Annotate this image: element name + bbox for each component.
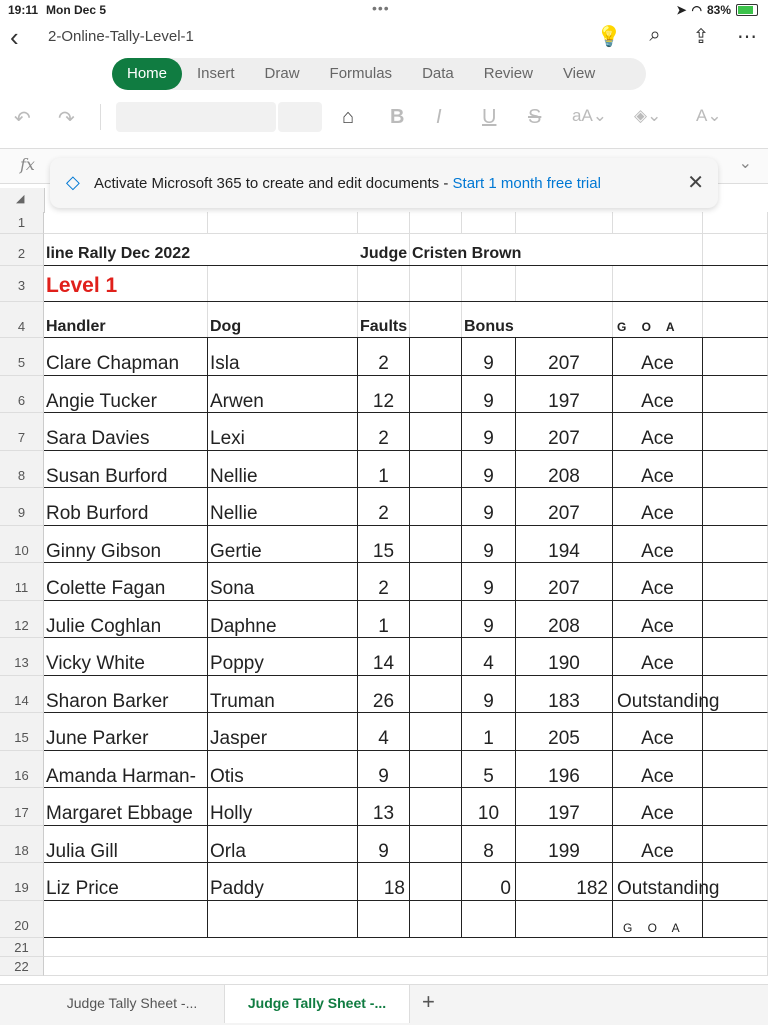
cell-bonus[interactable]: 9 bbox=[462, 563, 516, 601]
cell-handler[interactable]: Liz Price bbox=[44, 863, 208, 901]
cell-goa[interactable]: Ace bbox=[613, 713, 703, 751]
search-icon[interactable]: ⌕ bbox=[649, 24, 661, 46]
row-header[interactable]: 15 bbox=[0, 713, 44, 751]
judge-label-cell[interactable]: Judge bbox=[358, 234, 410, 266]
cell[interactable] bbox=[410, 788, 462, 826]
cell-goa[interactable]: Ace bbox=[613, 788, 703, 826]
cell-bonus[interactable]: 9 bbox=[462, 413, 516, 451]
column-header-handler[interactable]: Handler bbox=[44, 302, 208, 338]
status-bar bbox=[0, 0, 768, 20]
activation-banner bbox=[50, 158, 718, 208]
strikethrough-icon[interactable]: S bbox=[528, 106, 542, 128]
cell[interactable] bbox=[410, 751, 462, 789]
cell[interactable] bbox=[613, 212, 703, 234]
row-header[interactable]: 5 bbox=[0, 338, 44, 376]
cell-goa[interactable]: Ace bbox=[613, 751, 703, 789]
cell[interactable] bbox=[410, 826, 462, 864]
row-header[interactable]: 11 bbox=[0, 563, 44, 601]
cell-bonus[interactable]: 8 bbox=[462, 826, 516, 864]
cell[interactable] bbox=[358, 901, 410, 939]
cell[interactable] bbox=[703, 413, 768, 451]
cell-handler[interactable]: Amanda Harman- bbox=[44, 751, 208, 789]
row-header[interactable]: 4 bbox=[0, 302, 44, 338]
cell[interactable] bbox=[358, 266, 410, 302]
cell[interactable] bbox=[410, 302, 462, 338]
row-header[interactable]: 20 bbox=[0, 901, 44, 939]
cell-goa[interactable]: Ace bbox=[613, 488, 703, 526]
tab-insert[interactable]: Insert bbox=[197, 65, 235, 82]
cell-dog[interactable]: Poppy bbox=[208, 638, 358, 676]
cell-bonus[interactable]: 4 bbox=[462, 638, 516, 676]
cell-faults[interactable]: 9 bbox=[358, 751, 410, 789]
cell-bonus[interactable]: 1 bbox=[462, 713, 516, 751]
cell[interactable] bbox=[703, 526, 768, 564]
sheet-title-cell[interactable]: line Rally Dec 2022 bbox=[44, 234, 358, 266]
row-header[interactable]: 7 bbox=[0, 413, 44, 451]
cell[interactable] bbox=[703, 863, 768, 901]
toolbar-divider bbox=[100, 104, 101, 130]
cell[interactable] bbox=[703, 601, 768, 639]
column-header-goa[interactable]: G O A bbox=[613, 302, 703, 338]
column-header-bonus[interactable]: Bonus bbox=[462, 302, 613, 338]
cell-bonus[interactable]: 0 bbox=[462, 863, 516, 901]
row-header[interactable]: 12 bbox=[0, 601, 44, 639]
cell[interactable] bbox=[703, 751, 768, 789]
cell-faults[interactable]: 2 bbox=[358, 338, 410, 376]
cell-total[interactable]: 207 bbox=[516, 338, 613, 376]
cell-dog[interactable]: Otis bbox=[208, 751, 358, 789]
cell-faults[interactable]: 26 bbox=[358, 676, 410, 714]
cell-total[interactable]: 208 bbox=[516, 451, 613, 489]
cell[interactable] bbox=[703, 266, 768, 302]
cell-handler[interactable]: Julia Gill bbox=[44, 826, 208, 864]
cell-dog[interactable]: Truman bbox=[208, 676, 358, 714]
share-icon[interactable]: ⇪ bbox=[692, 26, 710, 48]
cell-dog[interactable]: Lexi bbox=[208, 413, 358, 451]
banner-message bbox=[94, 175, 601, 192]
column-header-faults[interactable]: Faults bbox=[358, 302, 410, 338]
row-header[interactable]: 19 bbox=[0, 863, 44, 901]
document-title[interactable]: 2-Online-Tally-Level-1 bbox=[48, 28, 194, 45]
tab-home[interactable]: Home bbox=[112, 58, 182, 90]
cell-dog[interactable]: Nellie bbox=[208, 488, 358, 526]
tab-draw[interactable]: Draw bbox=[264, 65, 300, 82]
cell-handler[interactable]: Ginny Gibson bbox=[44, 526, 208, 564]
free-trial-link[interactable]: Start 1 month free trial bbox=[452, 175, 601, 192]
cell-handler[interactable]: Margaret Ebbage bbox=[44, 788, 208, 826]
cell[interactable] bbox=[703, 563, 768, 601]
cell[interactable] bbox=[516, 212, 613, 234]
battery-percent: 83% bbox=[706, 3, 731, 17]
cell-total[interactable]: 196 bbox=[516, 751, 613, 789]
bold-icon[interactable]: B bbox=[390, 106, 405, 128]
cell-total[interactable]: 208 bbox=[516, 601, 613, 639]
cell-faults[interactable]: 2 bbox=[358, 488, 410, 526]
cell[interactable] bbox=[703, 488, 768, 526]
cell-faults[interactable]: 9 bbox=[358, 826, 410, 864]
row-header[interactable]: 8 bbox=[0, 451, 44, 489]
cell-bonus[interactable]: 9 bbox=[462, 526, 516, 564]
cell-total[interactable]: 207 bbox=[516, 413, 613, 451]
sheet-tabs-bar bbox=[0, 984, 768, 1025]
cell-goa[interactable]: Outstanding bbox=[613, 863, 703, 901]
empty-row[interactable] bbox=[44, 938, 768, 957]
cell[interactable] bbox=[613, 266, 703, 302]
cell-faults[interactable]: 2 bbox=[358, 413, 410, 451]
spreadsheet-grid[interactable] bbox=[0, 188, 768, 984]
cell[interactable] bbox=[462, 212, 516, 234]
cell-total[interactable]: 205 bbox=[516, 713, 613, 751]
cell-total[interactable]: 197 bbox=[516, 376, 613, 414]
row-header[interactable]: 13 bbox=[0, 638, 44, 676]
close-icon[interactable]: ✕ bbox=[687, 172, 704, 194]
format-painter-icon[interactable]: ⌂ bbox=[342, 106, 355, 128]
wifi-icon: ◠ bbox=[691, 3, 702, 17]
cell[interactable] bbox=[208, 266, 358, 302]
cell[interactable] bbox=[410, 638, 462, 676]
cell[interactable] bbox=[703, 713, 768, 751]
cell-dog[interactable]: Sona bbox=[208, 563, 358, 601]
cell-bonus[interactable]: 9 bbox=[462, 488, 516, 526]
tab-data[interactable]: Data bbox=[422, 65, 454, 82]
cell-total[interactable]: 207 bbox=[516, 563, 613, 601]
cell-bonus[interactable]: 9 bbox=[462, 338, 516, 376]
banner-text: Activate Microsoft 365 to create and edit documents - bbox=[94, 175, 453, 192]
cell-goa[interactable]: Ace bbox=[613, 413, 703, 451]
font-size-icon[interactable]: aA⌄ bbox=[572, 106, 608, 125]
row-header[interactable]: 16 bbox=[0, 751, 44, 789]
cell[interactable] bbox=[410, 266, 462, 302]
cell-bonus[interactable]: 9 bbox=[462, 676, 516, 714]
cell[interactable] bbox=[703, 376, 768, 414]
cell[interactable] bbox=[703, 234, 768, 266]
cell[interactable] bbox=[703, 638, 768, 676]
fill-color-icon[interactable]: ◈⌄ bbox=[634, 106, 662, 125]
font-size-field[interactable] bbox=[278, 102, 322, 132]
cell-faults[interactable]: 18 bbox=[358, 863, 410, 901]
cell-goa[interactable]: Ace bbox=[613, 338, 703, 376]
cell-handler[interactable]: Susan Burford bbox=[44, 451, 208, 489]
cell-goa[interactable]: Ace bbox=[613, 526, 703, 564]
row-header[interactable]: 18 bbox=[0, 826, 44, 864]
row-header[interactable]: 14 bbox=[0, 676, 44, 714]
multitask-dots-icon[interactable]: ••• bbox=[372, 0, 390, 16]
tab-view[interactable]: View bbox=[562, 65, 596, 82]
row-header[interactable]: 1 bbox=[0, 212, 44, 234]
cell[interactable] bbox=[703, 212, 768, 234]
cell-faults[interactable]: 12 bbox=[358, 376, 410, 414]
cell[interactable] bbox=[703, 788, 768, 826]
cell[interactable] bbox=[410, 488, 462, 526]
cell-faults[interactable]: 13 bbox=[358, 788, 410, 826]
redo-icon[interactable]: ↷ bbox=[58, 108, 75, 130]
underline-icon[interactable]: U bbox=[482, 106, 497, 128]
cell-bonus[interactable]: 9 bbox=[462, 601, 516, 639]
judge-name-cell[interactable]: Cristen Brown bbox=[410, 234, 613, 266]
cell-faults[interactable]: 15 bbox=[358, 526, 410, 564]
cell[interactable] bbox=[516, 266, 613, 302]
cell[interactable] bbox=[703, 676, 768, 714]
cell-handler[interactable]: Clare Chapman bbox=[44, 338, 208, 376]
cell-dog[interactable]: Holly bbox=[208, 788, 358, 826]
battery-icon bbox=[736, 4, 758, 16]
cell[interactable] bbox=[358, 212, 410, 234]
select-all-corner[interactable]: ◢ bbox=[0, 188, 45, 213]
cell[interactable] bbox=[703, 901, 768, 939]
cell[interactable] bbox=[703, 302, 768, 338]
cell-faults[interactable]: 1 bbox=[358, 601, 410, 639]
cell-total[interactable]: 207 bbox=[516, 488, 613, 526]
cell-bonus[interactable]: 9 bbox=[462, 376, 516, 414]
italic-icon[interactable]: I bbox=[436, 106, 442, 128]
cell-bonus[interactable]: 5 bbox=[462, 751, 516, 789]
cell[interactable] bbox=[44, 212, 208, 234]
cell[interactable] bbox=[410, 451, 462, 489]
empty-row[interactable] bbox=[44, 957, 768, 976]
cell-dog[interactable]: Daphne bbox=[208, 601, 358, 639]
cell-dog[interactable]: Arwen bbox=[208, 376, 358, 414]
row-header[interactable]: 6 bbox=[0, 376, 44, 414]
cell[interactable] bbox=[410, 413, 462, 451]
format-toolbar bbox=[0, 98, 768, 138]
cell[interactable] bbox=[462, 901, 516, 939]
cell-handler[interactable]: Julie Coghlan bbox=[44, 601, 208, 639]
row-header[interactable]: 3 bbox=[0, 266, 44, 302]
cell-total[interactable]: 194 bbox=[516, 526, 613, 564]
cell-dog[interactable]: Isla bbox=[208, 338, 358, 376]
cell-handler[interactable]: Sara Davies bbox=[44, 413, 208, 451]
cell-total[interactable]: 183 bbox=[516, 676, 613, 714]
font-name-field[interactable] bbox=[116, 102, 276, 132]
cell[interactable] bbox=[410, 338, 462, 376]
cell-handler[interactable]: Colette Fagan bbox=[44, 563, 208, 601]
column-header-dog[interactable]: Dog bbox=[208, 302, 358, 338]
location-icon: ➤ bbox=[676, 3, 687, 17]
cell[interactable] bbox=[516, 901, 613, 939]
sheet-tab-active[interactable]: Judge Tally Sheet -... bbox=[224, 985, 410, 1023]
status-right bbox=[676, 3, 758, 17]
back-chevron-icon[interactable]: ‹ bbox=[10, 22, 19, 52]
cell-goa[interactable]: Ace bbox=[613, 601, 703, 639]
level-cell[interactable]: Level 1 bbox=[44, 266, 208, 302]
cell-handler[interactable]: Rob Burford bbox=[44, 488, 208, 526]
cell-handler[interactable]: Vicky White bbox=[44, 638, 208, 676]
cell-dog[interactable]: Paddy bbox=[208, 863, 358, 901]
diamond-icon: ◇ bbox=[66, 172, 80, 192]
lightbulb-icon[interactable]: 💡 bbox=[596, 26, 622, 48]
cell[interactable] bbox=[410, 563, 462, 601]
cell-total[interactable]: 197 bbox=[516, 788, 613, 826]
status-time: 19:11 bbox=[8, 3, 39, 17]
row-header[interactable]: 17 bbox=[0, 788, 44, 826]
cell[interactable] bbox=[613, 234, 703, 266]
add-sheet-icon[interactable]: + bbox=[422, 989, 435, 1014]
cell-goa[interactable]: Ace bbox=[613, 563, 703, 601]
cell-goa[interactable]: Ace bbox=[613, 826, 703, 864]
cell-handler[interactable]: Sharon Barker bbox=[44, 676, 208, 714]
cell[interactable] bbox=[410, 212, 462, 234]
cell-total[interactable]: 199 bbox=[516, 826, 613, 864]
undo-icon[interactable]: ↶ bbox=[14, 108, 31, 130]
tab-review[interactable]: Review bbox=[483, 65, 533, 82]
tab-formulas[interactable]: Formulas bbox=[329, 65, 393, 82]
title-bar bbox=[0, 20, 768, 54]
more-icon[interactable]: ⋯ bbox=[737, 26, 757, 48]
cell[interactable] bbox=[410, 376, 462, 414]
cell-faults[interactable]: 1 bbox=[358, 451, 410, 489]
cell[interactable] bbox=[410, 901, 462, 939]
row-header[interactable]: 21 bbox=[0, 938, 44, 957]
row-header[interactable]: 9 bbox=[0, 488, 44, 526]
cell[interactable] bbox=[410, 526, 462, 564]
cell-faults[interactable]: 2 bbox=[358, 563, 410, 601]
cell-bonus[interactable]: 9 bbox=[462, 451, 516, 489]
status-date: Mon Dec 5 bbox=[46, 3, 107, 17]
row-header[interactable]: 22 bbox=[0, 957, 44, 976]
cell-handler[interactable]: June Parker bbox=[44, 713, 208, 751]
cell[interactable] bbox=[410, 713, 462, 751]
cell[interactable] bbox=[410, 676, 462, 714]
cell-bonus[interactable]: 10 bbox=[462, 788, 516, 826]
row-header[interactable]: 10 bbox=[0, 526, 44, 564]
cell-dog[interactable]: Orla bbox=[208, 826, 358, 864]
cell[interactable] bbox=[44, 901, 208, 939]
cell-faults[interactable]: 14 bbox=[358, 638, 410, 676]
font-color-icon[interactable]: A⌄ bbox=[696, 106, 722, 125]
cell-goa[interactable]: Ace bbox=[613, 451, 703, 489]
cell[interactable] bbox=[703, 451, 768, 489]
row-header[interactable]: 2 bbox=[0, 234, 44, 266]
cell-dog[interactable]: Gertie bbox=[208, 526, 358, 564]
cell-goa[interactable]: Ace bbox=[613, 638, 703, 676]
cell-dog[interactable]: Nellie bbox=[208, 451, 358, 489]
cell[interactable] bbox=[410, 601, 462, 639]
cell-handler[interactable]: Angie Tucker bbox=[44, 376, 208, 414]
cell-goa[interactable]: Outstanding bbox=[613, 676, 703, 714]
chevron-down-icon[interactable]: ⌄ bbox=[738, 155, 752, 172]
cell-total[interactable]: 182 bbox=[516, 863, 613, 901]
cell-goa[interactable]: Ace bbox=[613, 376, 703, 414]
footer-goa-cell[interactable]: G O A bbox=[613, 901, 703, 939]
cell[interactable] bbox=[462, 266, 516, 302]
cell[interactable] bbox=[208, 212, 358, 234]
cell[interactable] bbox=[410, 863, 462, 901]
cell[interactable] bbox=[208, 901, 358, 939]
cell[interactable] bbox=[703, 826, 768, 864]
cell-faults[interactable]: 4 bbox=[358, 713, 410, 751]
cell[interactable] bbox=[703, 338, 768, 376]
sheet-tab[interactable]: Judge Tally Sheet -... bbox=[66, 995, 198, 1011]
cell-dog[interactable]: Jasper bbox=[208, 713, 358, 751]
ribbon-tabs bbox=[112, 58, 646, 90]
fx-icon: fx bbox=[20, 155, 35, 174]
cell-total[interactable]: 190 bbox=[516, 638, 613, 676]
